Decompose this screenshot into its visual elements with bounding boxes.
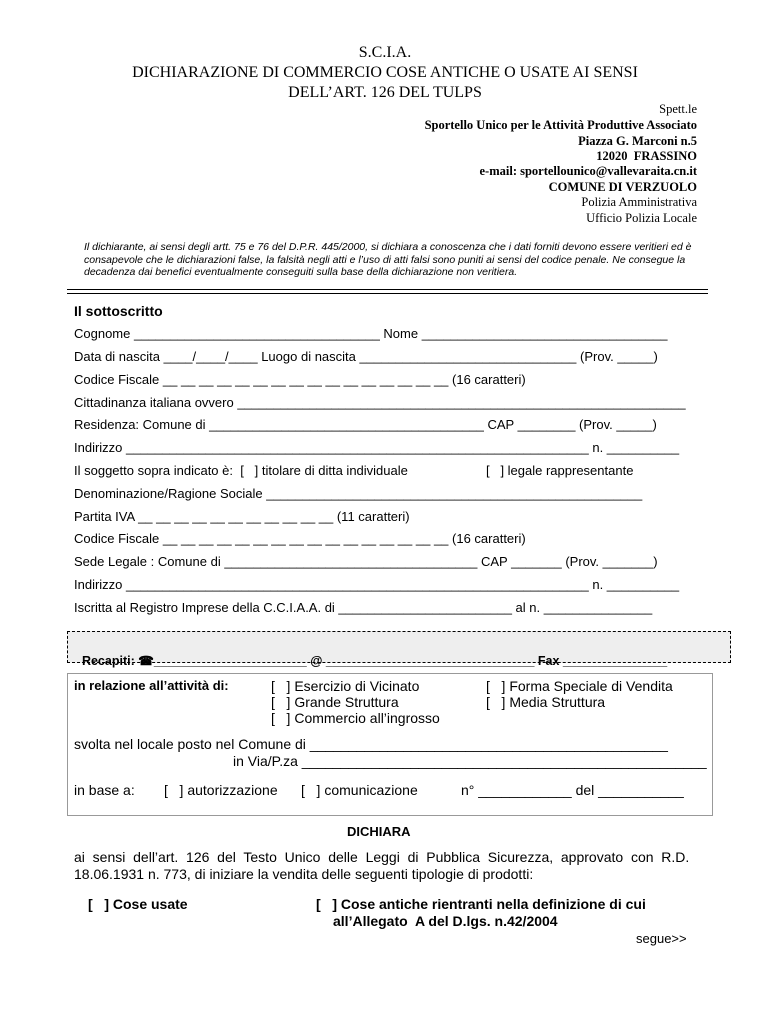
field-denominazione[interactable]: Denominazione/Ragione Sociale ____________________________________________________: [74, 486, 643, 501]
subscriber-heading: Il sottoscritto: [74, 303, 163, 319]
title-line-2: DICHIARAZIONE DI COMMERCIO COSE ANTICHE O USATE AI SENSI: [132, 64, 638, 81]
field-codice-fiscale[interactable]: Codice Fiscale __ __ __ __ __ __ __ __ __ __ __ __ __ __ __ __ (16 caratteri): [74, 372, 526, 387]
addressee-dept: Polizia Amministrativa: [581, 195, 697, 209]
field-indirizzo[interactable]: Indirizzo ________________________________________________________________ n. __________: [74, 440, 680, 455]
recapiti-label: Recapiti:: [81, 654, 135, 668]
addressee-spett: Spett.le: [659, 102, 697, 116]
dichiara-text-2: 18.06.1931 n. 773, di iniziare la vendita delle seguenti tipologie di prodotti:: [74, 866, 534, 882]
recapiti-row[interactable]: [75, 639, 667, 668]
addressee-office: Sportello Unico per le Attività Produttive Associato: [424, 118, 697, 132]
title-line-1: S.C.I.A.: [358, 44, 412, 61]
field-residenza[interactable]: Residenza: Comune di ______________________________________ CAP ________ (Prov. _____): [74, 417, 657, 432]
base-label: in base a:: [74, 782, 135, 798]
checkbox-titolare[interactable]: Il soggetto sopra indicato è: [ ] titolare di ditta individuale: [74, 463, 408, 478]
addressee-city: 12020 FRASSINO: [596, 149, 697, 163]
recapiti-fields[interactable]: ______________________ @ ______________________________ Fax _______________: [153, 654, 668, 668]
checkbox-grande-struttura[interactable]: [ ] Grande Struttura: [271, 694, 399, 710]
checkbox-esercizio-vicinato[interactable]: [ ] Esercizio di Vicinato: [271, 678, 420, 694]
cose-antiche-reference: all’Allegato A del D.lgs. n.42/2004: [333, 913, 558, 929]
field-cognome-nome[interactable]: Cognome __________________________________ Nome __________________________________: [74, 326, 668, 341]
field-nascita[interactable]: Data di nascita ____/____/____ Luogo di nascita ______________________________ (Prov. _____): [74, 349, 658, 364]
field-registro-imprese[interactable]: Iscritta al Registro Imprese della C.C.I.A.A. di ________________________ al n. _______________: [74, 600, 653, 615]
field-sede-legale[interactable]: Sede Legale : Comune di ___________________________________ CAP _______ (Prov. _______): [74, 554, 658, 569]
checkbox-commercio-ingrosso[interactable]: [ ] Commercio all’ingrosso: [271, 710, 440, 726]
dichiara-heading: DICHIARA: [347, 824, 411, 839]
checkbox-autorizzazione[interactable]: [ ] autorizzazione: [164, 782, 278, 798]
checkbox-cose-antiche[interactable]: [ ] Cose antiche rientranti nella definizione di cui: [316, 896, 646, 912]
field-locale-comune[interactable]: svolta nel locale posto nel Comune di ______________________________________________: [74, 736, 668, 752]
field-partita-iva[interactable]: Partita IVA __ __ __ __ __ __ __ __ __ __ __ (11 caratteri): [74, 509, 410, 524]
dichiara-text-1: ai sensi dell’art. 126 del Testo Unico delle Leggi di Pubblica Sicurezza, approvato con R.D.: [74, 849, 690, 865]
attivita-label: in relazione all’attività di:: [74, 678, 229, 693]
telephone-icon: ☎: [138, 654, 154, 668]
checkbox-cose-usate[interactable]: [ ] Cose usate: [88, 896, 188, 912]
checkbox-comunicazione[interactable]: [ ] comunicazione: [301, 782, 418, 798]
checkbox-legale-rappresentante[interactable]: [ ] legale rappresentante: [486, 463, 634, 478]
addressee-street: Piazza G. Marconi n.5: [578, 134, 697, 148]
legal-disclaimer: Il dichiarante, ai sensi degli artt. 75 e 76 del D.P.R. 445/2000, si dichiara a conoscenza che i dati forniti devono essere veritieri ed è consapevole che le dichiarazioni false, la falsità negli atti e l’uso di atti falsi sono puniti ai sensi del codice penale. Ne consegue la decadenza dai benefici eventualmente conseguiti sulla base della dichiarazione non veritiera.: [84, 241, 692, 278]
addressee-comune: COMUNE DI VERZUOLO: [548, 180, 697, 194]
addressee-office-2: Ufficio Polizia Locale: [586, 211, 697, 225]
segue-label: segue>>: [636, 931, 687, 946]
checkbox-media-struttura[interactable]: [ ] Media Struttura: [486, 694, 606, 710]
title-line-3: DELL’ART. 126 DEL TULPS: [288, 84, 482, 101]
field-numero-data[interactable]: n° ____________ del ___________: [461, 782, 684, 798]
field-via[interactable]: in Via/P.za ____________________________________________________: [233, 753, 707, 769]
addressee-email[interactable]: e-mail: sportellounico@vallevaraita.cn.it: [479, 164, 697, 178]
section-divider: [67, 289, 708, 294]
field-cittadinanza[interactable]: Cittadinanza italiana ovvero ______________________________________________________________: [74, 395, 686, 410]
field-codice-fiscale-societa[interactable]: Codice Fiscale __ __ __ __ __ __ __ __ __ __ __ __ __ __ __ __ (16 caratteri): [74, 531, 526, 546]
checkbox-forma-speciale[interactable]: [ ] Forma Speciale di Vendita: [486, 678, 673, 694]
field-indirizzo-sede[interactable]: Indirizzo ________________________________________________________________ n. __________: [74, 577, 680, 592]
